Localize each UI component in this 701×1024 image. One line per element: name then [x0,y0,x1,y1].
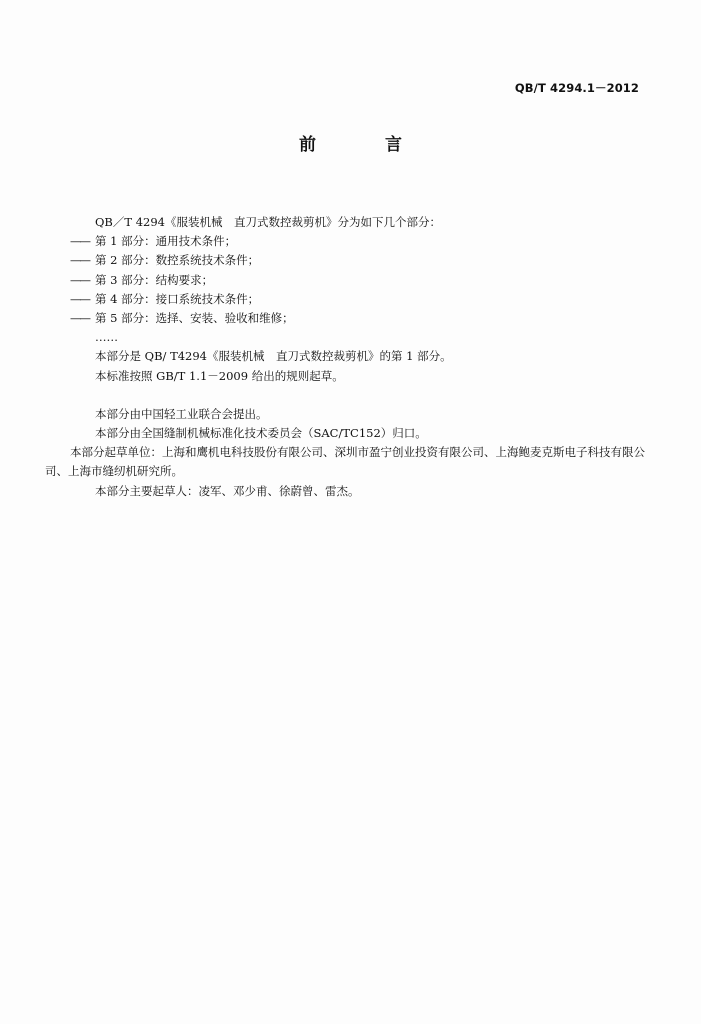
intro-paragraph: QB／T 4294《服装机械 直刀式数控裁剪机》分为如下几个部分： [95,215,441,229]
dash-marker: —— [70,253,89,268]
dash-marker: —— [70,291,89,306]
part-text: 第 5 部分：选择、安装、验收和维修； [95,311,294,326]
part-text: 第 3 部分：结构要求； [95,272,214,287]
managed-by: 本部分由全国缝制机械标准化技术委员会（SAC/TC152）归口。 [95,426,427,441]
part-list-item [70,232,645,251]
part-list-item [70,251,645,270]
dash-marker: —— [70,234,89,249]
drafting-units: 本部分起草单位：上海和鹰机电科技股份有限公司、深圳市盈宁创业投资有限公司、上海鲍麦克斯电子科技有限公司、上海市缝纫机研究所。 [45,445,645,479]
dash-marker: —— [70,311,89,326]
ellipsis: …… [95,330,118,345]
part-list-item [70,290,645,309]
standard-code: QB/T 4294.1－2012 [514,81,639,95]
statement-rules: 本标准按照 GB/T 1.1－2009 给出的规则起草。 [95,368,344,383]
drafters: 本部分主要起草人：凌军、邓少甫、徐蔚曾、雷杰。 [95,483,360,498]
dash-marker: —— [70,272,89,287]
part-text: 第 4 部分：接口系统技术条件； [95,291,260,306]
paragraph-gap [70,386,645,405]
part-text: 第 1 部分：通用技术条件； [95,234,237,249]
page-title: 前 言 [299,135,428,155]
part-list-item [70,271,645,290]
statement-part: 本部分是 QB/ T4294《服装机械 直刀式数控裁剪机》的第 1 部分。 [95,349,452,364]
part-text: 第 2 部分：数控系统技术条件； [95,253,260,268]
part-list-item [70,309,645,328]
foreword-body [45,213,645,501]
proposed-by: 本部分由中国轻工业联合会提出。 [95,406,268,421]
